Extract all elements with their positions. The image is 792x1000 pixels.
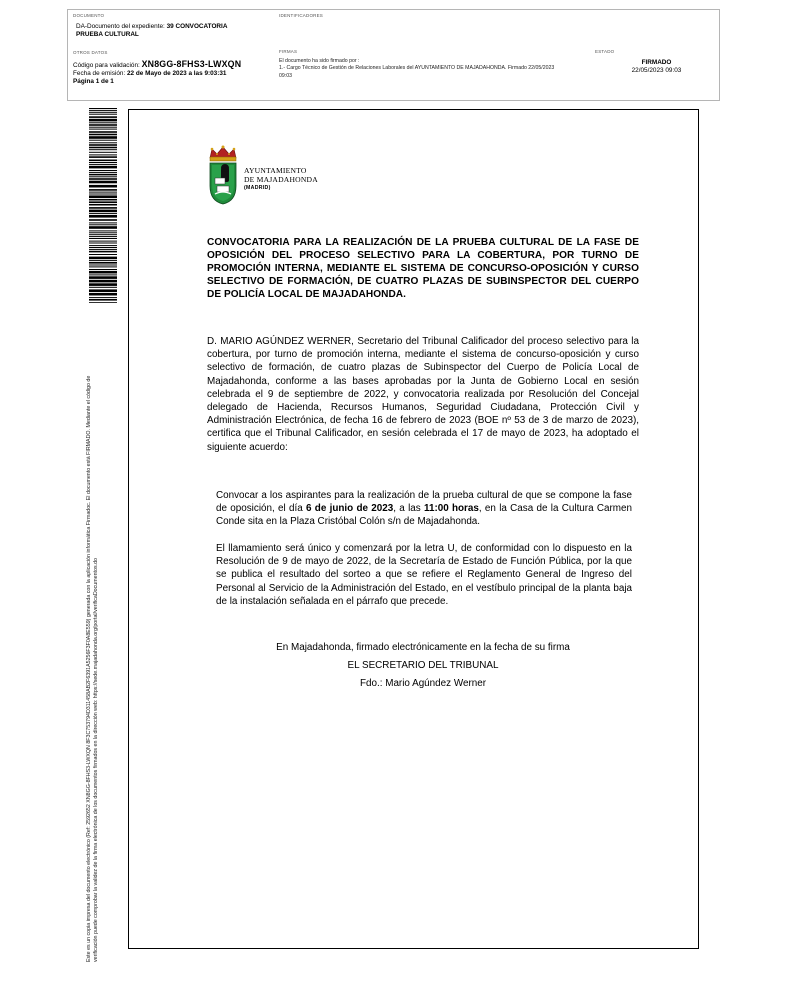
validation-code-label: Código para validación: bbox=[73, 62, 140, 69]
side-text-line-1: Este es un copia impresa del documento electrónico (Ref: 2592652 XN8GG-8FHS3-LWXQN 8F3C753794D311458AB2F6391A5256F3F0A8E559) generada con la aplicación informática Firmadoc. El documento está FIRMADO. Mediante el código de bbox=[86, 375, 92, 962]
firmas-text bbox=[279, 58, 591, 80]
signature-place-line: En Majadahonda, firmado electrónicamente en la fecha de su firma bbox=[276, 642, 570, 653]
document-title: CONVOCATORIA PARA LA REALIZACIÓN DE LA PRUEBA CULTURAL DE LA FASE DE OPOSICIÓN DEL PROCESO SELECTIVO PARA LA COBERTURA, POR TURNO DE PROMOCIÓN INTERNA, MEDIANTE EL SISTEMA DE CONCURSO-OPOSICIÓN Y CURSO SELECTIVO DE FORMACIÓN, DE CUATRO PLAZAS DE SUBINSPECTOR DEL CUERPO DE POLICÍA LOCAL DE MAJADAHONDA. bbox=[207, 237, 639, 301]
paragraph-convocatoria bbox=[216, 489, 632, 529]
ayuntamiento-line-1: AYUNTAMIENTO bbox=[244, 166, 307, 175]
verification-side-text bbox=[86, 302, 100, 962]
firmas-line-1: El documento ha sido firmado por : bbox=[279, 58, 360, 64]
identificadores-cell bbox=[276, 10, 721, 46]
otros-datos-text bbox=[73, 60, 273, 87]
paragraph-convocatoria-part-3: , en la Casa de la Cultura Carmen Conde sita en la Plaza Cristóbal Colón s/n de Majadahonda. bbox=[216, 503, 632, 528]
paragraph-convocatoria-part-2: , a las bbox=[393, 503, 424, 515]
estado-cell bbox=[592, 46, 721, 102]
firmas-line-2: 1.- Cargo Técnico de Gestión de Relaciones Laborales del AYUNTAMIENTO DE MAJADAHONDA. Firmado 22/05/2023 bbox=[279, 65, 555, 72]
otros-datos-caption: OTROS DATOS bbox=[73, 50, 108, 55]
identificadores-caption: IDENTIFICADORES bbox=[279, 13, 324, 18]
side-text-line-2[interactable]: verificación puede comprobar la validez de la firma electrónica de los documentos firmados en la dirección web: https://sede.majadahonda.org/portal/verificaDocumentos.do bbox=[93, 558, 100, 962]
paragraph-certification: D. MARIO AGÚNDEZ WERNER, Secretario del Tribunal Calificador del proceso selectivo para la cobertura, por turno de promoción interna, mediante el sistema de concurso-oposición y curso selectivo de formación, de cuatro plazas de Subinspector del Cuerpo de Policía Local de Majadahonda, conforme a las bases aprobadas por la Junta de Gobierno Local en sesión celebrada el 9 de septiembre de 2022, y convocatoria realizada por Resolución del Concejal delegado de Hacienda, Recursos Humanos, Seguridad Ciudadana, Protección Civil y Administración Electrónica, de fecha 16 de febrero de 2023 (BOE nº 53 de 3 de marzo de 2023), certifica que el Tribunal Calificador, en sesión celebrada el 17 de mayo de 2023, ha adoptado el siguiente acuerdo: bbox=[207, 336, 639, 453]
documento-value-2: PRUEBA CULTURAL bbox=[76, 31, 139, 39]
documento-cell bbox=[68, 10, 276, 46]
emission-date: 22 de Mayo de 2023 a las 9:03:31 bbox=[127, 70, 227, 78]
document-header bbox=[67, 9, 720, 101]
firmas-line-3: 09:03 bbox=[279, 72, 292, 79]
estado-datetime: 22/05/2023 09:03 bbox=[631, 67, 682, 74]
exam-date: 6 de junio de 2023 bbox=[306, 503, 394, 515]
exam-time: 11:00 horas bbox=[424, 503, 479, 515]
page-count: Página 1 de 1 bbox=[73, 78, 114, 86]
firmas-cell bbox=[276, 46, 592, 102]
estado-status: FIRMADO bbox=[641, 59, 672, 66]
signature-role: EL SECRETARIO DEL TRIBUNAL bbox=[347, 660, 499, 671]
firmas-caption: FIRMAS bbox=[279, 49, 298, 54]
paragraph-llamamiento: El llamamiento será único y comenzará por la letra U, de conformidad con lo dispuesto en la Resolución de 9 de mayo de 2022, de la Secretaría de Estado de Función Pública, por la que se publica el resultado del sorteo a que se refiere el Reglamento General de Ingreso del Personal al Servicio de la Administración del Estado, en el vestíbulo principal de la planta baja de la instalación señalada en el párrafo que precede. bbox=[216, 543, 632, 607]
ayuntamiento-label bbox=[244, 166, 318, 193]
paragraph-convocatoria-part-1: Convocar a los aspirantes para la realización de la prueba cultural de que se compone la fase de oposición, el día bbox=[216, 490, 632, 515]
documento-value-1: 39 CONVOCATORIA bbox=[166, 23, 228, 30]
documento-label: DA-Documento del expediente: bbox=[76, 23, 165, 30]
ayuntamiento-line-2: DE MAJADAHONDA bbox=[244, 175, 318, 184]
barcode-icon bbox=[89, 108, 117, 303]
documento-caption: DOCUMENTO bbox=[73, 13, 105, 18]
otros-datos-cell bbox=[68, 46, 276, 102]
validation-code[interactable]: XN8GG-8FHS3-LWXQN bbox=[141, 59, 242, 69]
ayuntamiento-line-3: (MADRID) bbox=[244, 185, 271, 191]
emission-date-label: Fecha de emisión: bbox=[73, 70, 126, 78]
signature-name: Fdo.: Mario Agúndez Werner bbox=[359, 678, 487, 689]
estado-text bbox=[592, 59, 721, 75]
page-frame bbox=[128, 109, 699, 949]
coat-of-arms-icon bbox=[207, 144, 239, 206]
documento-text bbox=[76, 23, 271, 39]
estado-caption: ESTADO bbox=[595, 49, 615, 54]
